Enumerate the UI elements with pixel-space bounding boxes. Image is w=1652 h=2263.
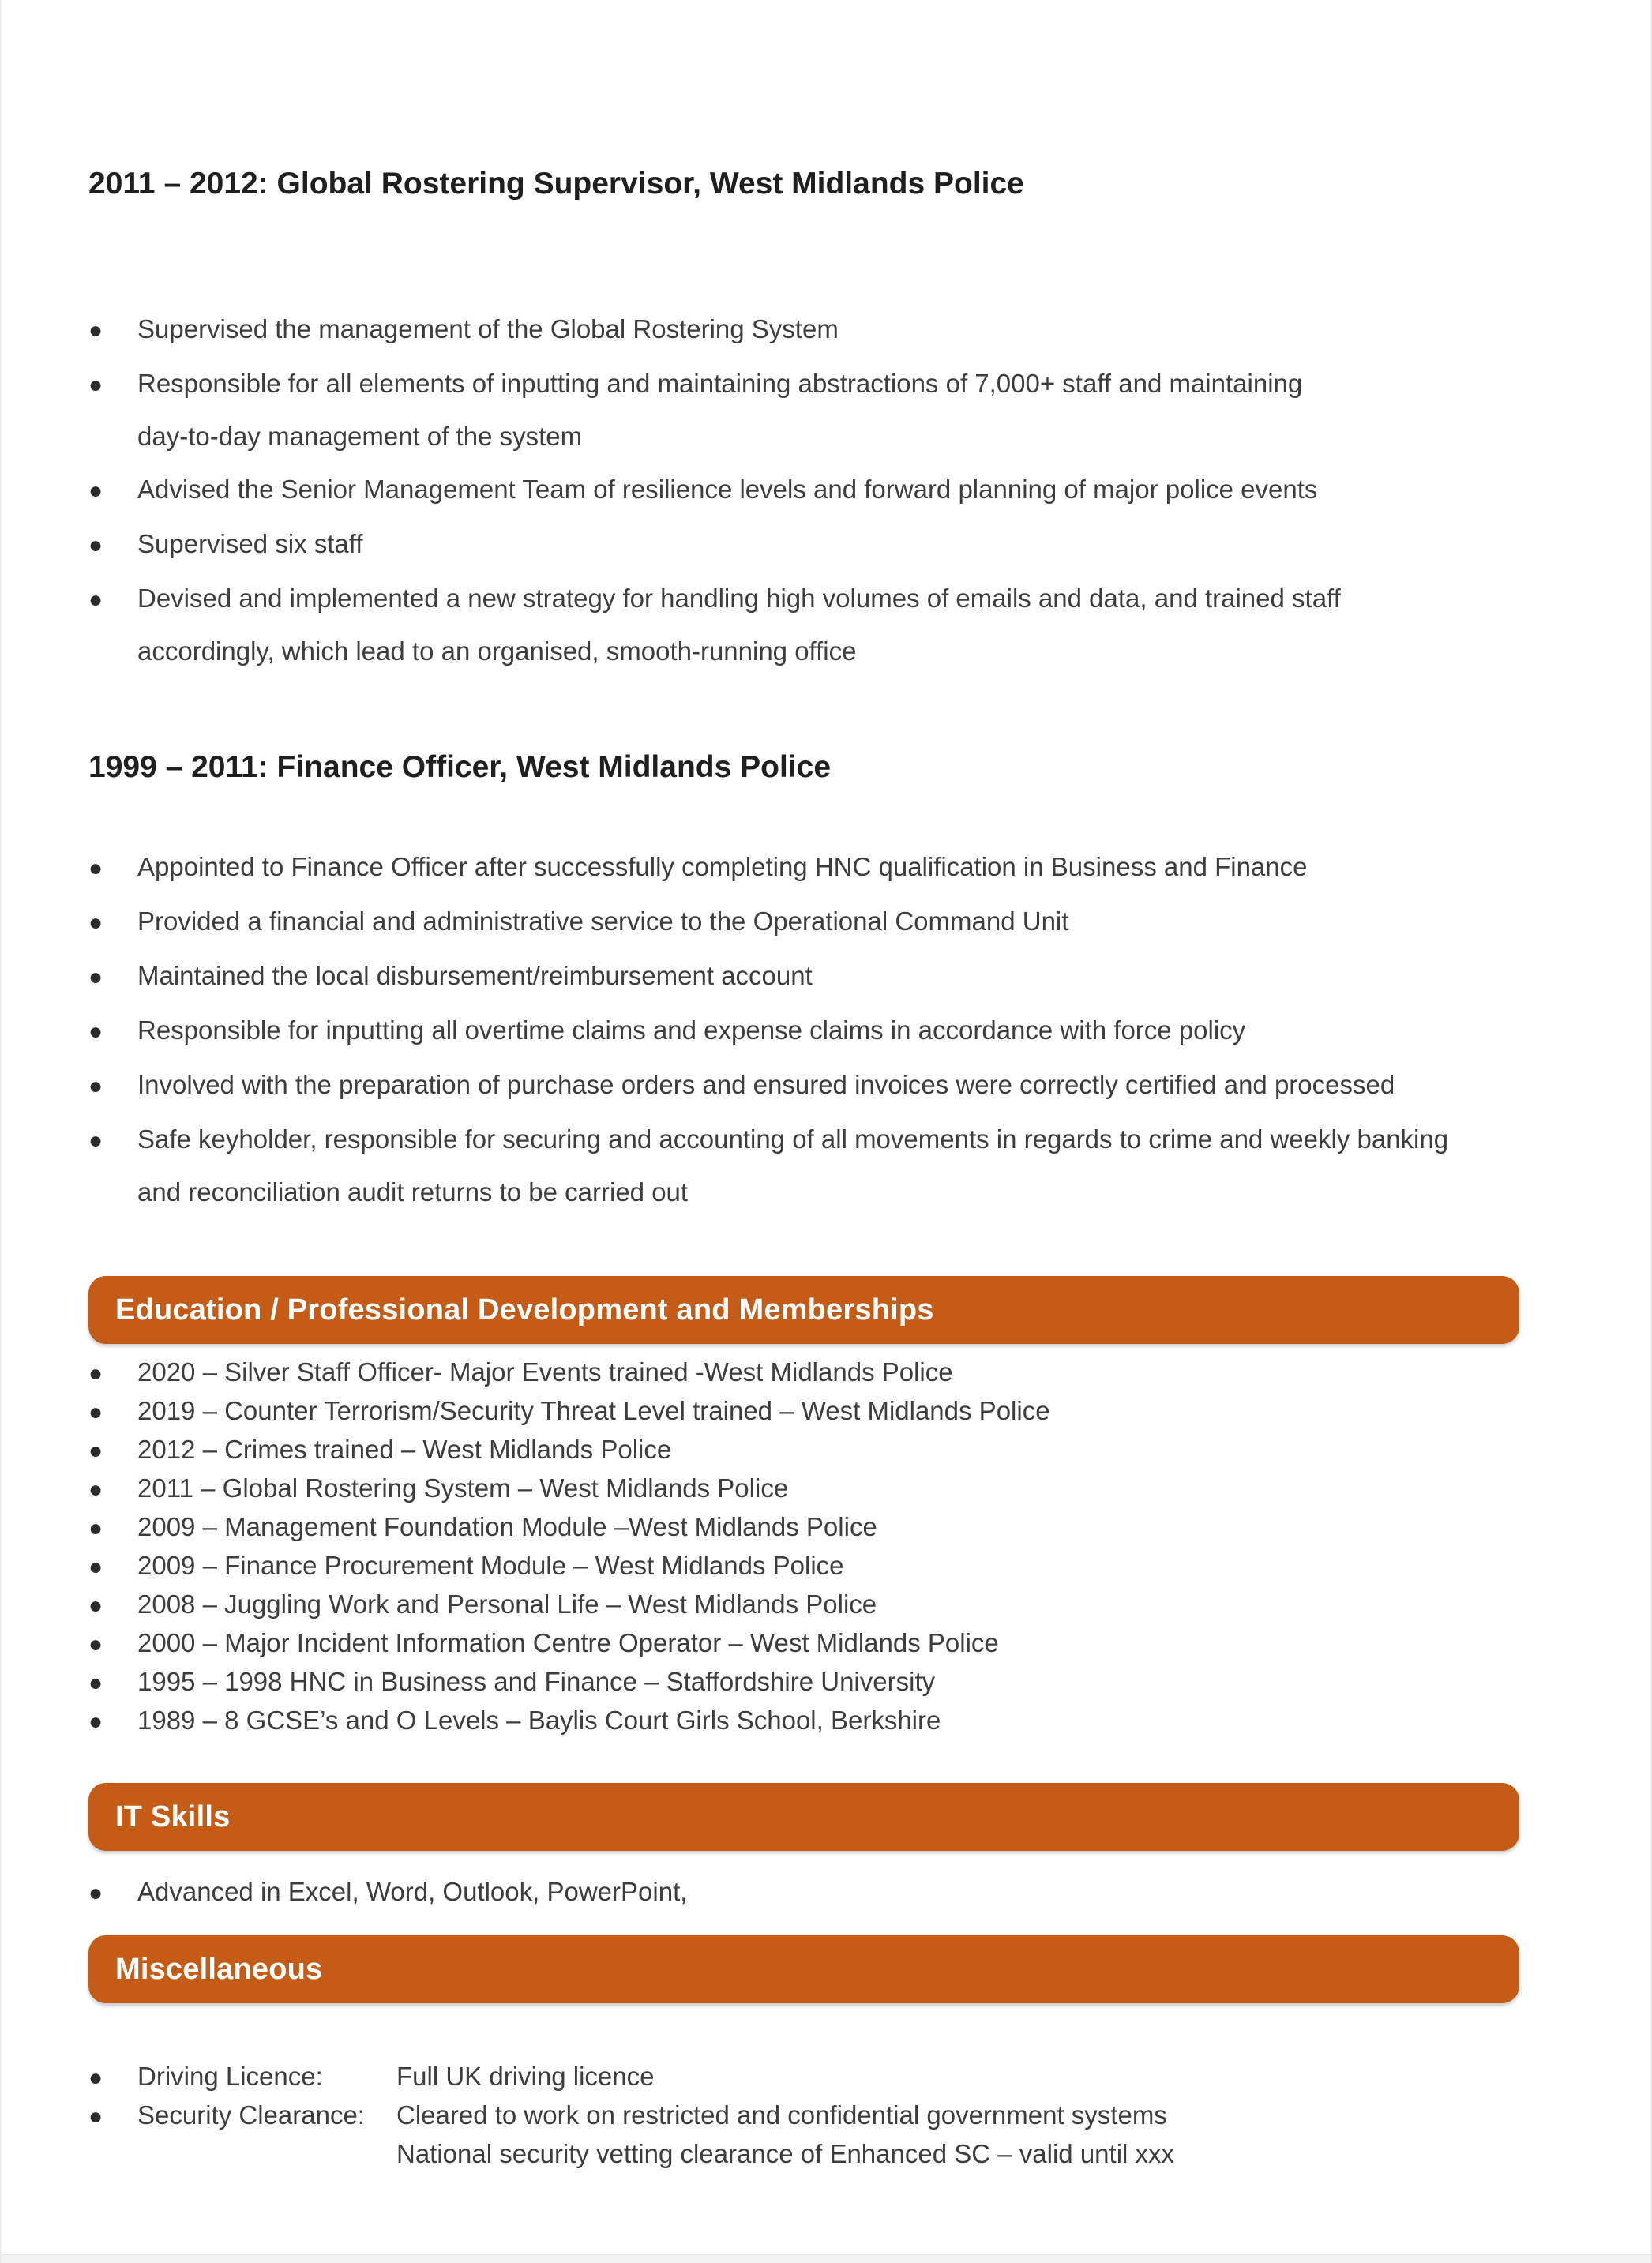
- bullet-item: [88, 302, 1548, 357]
- list-item: [88, 1702, 1548, 1740]
- bullet-icon: ●: [88, 1128, 103, 1154]
- bullet-icon: ●: [88, 2065, 103, 2091]
- list-item-text: 2009 – Management Foundation Module –West Midlands Police: [137, 1512, 877, 1541]
- bullet-line: Involved with the preparation of purchase orders and ensured invoices were correctly certified and processed: [137, 1070, 1395, 1099]
- bullet-icon: ●: [88, 478, 103, 504]
- it-skills-list: [88, 1873, 1548, 1912]
- bullet-line: Responsible for inputting all overtime claims and expense claims in accordance with force policy: [137, 1015, 1246, 1045]
- page-bottom-edge: [2, 2254, 1650, 2263]
- bullet-icon: ●: [88, 1073, 103, 1099]
- list-item-text: 2019 – Counter Terrorism/Security Threat Level trained – West Midlands Police: [137, 1396, 1050, 1425]
- bullet-line: Responsible for all elements of inputting and maintaining abstractions of 7,000+ staff and maintaining: [137, 369, 1303, 398]
- bullet-icon: ●: [88, 1709, 103, 1735]
- misc-label: Security Clearance:: [137, 2100, 365, 2130]
- bullet-line: Supervised six staff: [137, 529, 363, 558]
- bullet-icon: ●: [88, 1438, 103, 1464]
- job-heading-2011-2012: 2011 – 2012: Global Rostering Supervisor, West Midlands Police: [88, 167, 1024, 201]
- bullet-item: [88, 895, 1548, 949]
- list-item-text: 2008 – Juggling Work and Personal Life – West Midlands Police: [137, 1589, 877, 1619]
- list-item: [88, 1392, 1548, 1431]
- bullet-icon: ●: [88, 855, 103, 881]
- list-item-text: 2011 – Global Rostering System – West Midlands Police: [137, 1473, 789, 1503]
- miscellaneous-list: [88, 2058, 1548, 2172]
- bullet-item: [88, 840, 1548, 895]
- bullet-icon: ●: [88, 1399, 103, 1425]
- bullet-line: Supervised the management of the Global Rostering System: [137, 314, 839, 343]
- list-item-text: 1995 – 1998 HNC in Business and Finance – Staffordshire University: [137, 1667, 936, 1696]
- bullet-line: day-to-day management of the system: [137, 422, 583, 451]
- bullet-icon: ●: [88, 317, 103, 343]
- bullet-icon: ●: [88, 372, 103, 398]
- list-item: [88, 1469, 1548, 1508]
- bullet-line: accordingly, which lead to an organised, smooth-running office: [137, 636, 857, 666]
- it-skills-section-banner: [88, 1783, 1519, 1851]
- bullet-item: [88, 517, 1548, 572]
- it-skills-banner-title: IT Skills: [115, 1800, 231, 1833]
- bullet-icon: ●: [88, 910, 103, 936]
- list-item-text: 2000 – Major Incident Information Centre Operator – West Midlands Police: [137, 1628, 999, 1657]
- list-item: [88, 1873, 1548, 1912]
- misc-label: Driving Licence:: [137, 2062, 323, 2091]
- bullet-line: Provided a financial and administrative service to the Operational Command Unit: [137, 906, 1069, 936]
- misc-value-continuation: National security vetting clearance of Enhanced SC – valid until xxx: [396, 2139, 1175, 2168]
- bullet-item: [88, 1113, 1548, 1218]
- list-item: [88, 1431, 1548, 1469]
- bullet-line: and reconciliation audit returns to be carried out: [137, 1177, 689, 1207]
- bullet-icon: ●: [88, 1880, 103, 1906]
- list-item: [88, 1586, 1548, 1624]
- bullet-icon: ●: [88, 1554, 103, 1580]
- bullet-line: Advised the Senior Management Team of resilience levels and forward planning of major police events: [137, 475, 1318, 504]
- job-heading-1999-2011: 1999 – 2011: Finance Officer, West Midlands Police: [88, 750, 832, 784]
- list-item: [88, 1547, 1548, 1586]
- misc-value: Full UK driving licence: [396, 2062, 655, 2091]
- list-item: [88, 1624, 1548, 1663]
- bullet-item: [88, 357, 1548, 463]
- bullet-icon: ●: [88, 1670, 103, 1696]
- bullet-icon: ●: [88, 1515, 103, 1541]
- bullet-line: Safe keyholder, responsible for securing and accounting of all movements in regards to crime and weekly banking: [137, 1124, 1449, 1154]
- bullet-icon: ●: [88, 587, 103, 613]
- bullet-icon: ●: [88, 2104, 103, 2130]
- page-content: [2, 166, 1650, 2172]
- bullet-icon: ●: [88, 1631, 103, 1657]
- education-list: [88, 1353, 1548, 1740]
- bullet-line: Appointed to Finance Officer after successfully completing HNC qualification in Business and Finance: [137, 852, 1308, 881]
- bullet-icon: ●: [88, 1593, 103, 1619]
- list-item-text: 2012 – Crimes trained – West Midlands Police: [137, 1435, 672, 1464]
- education-banner-title: Education / Professional Development and Memberships: [115, 1293, 934, 1327]
- bullet-line: Maintained the local disbursement/reimbursement account: [137, 961, 813, 990]
- bullet-item: [88, 949, 1548, 1004]
- bullet-icon: ●: [88, 1360, 103, 1387]
- list-item-text: 1989 – 8 GCSE’s and O Levels – Baylis Court Girls School, Berkshire: [137, 1706, 941, 1735]
- bullet-icon: ●: [88, 1019, 103, 1045]
- misc-row-driving-licence: [88, 2058, 1548, 2096]
- miscellaneous-section-banner: [88, 1935, 1519, 2003]
- education-section-banner: [88, 1276, 1519, 1344]
- bullet-item: [88, 572, 1548, 677]
- list-item: [88, 1508, 1548, 1547]
- bullet-item: [88, 1058, 1548, 1113]
- bullet-icon: ●: [88, 532, 103, 558]
- misc-value: Cleared to work on restricted and confidential government systems: [396, 2100, 1167, 2130]
- bullet-item: [88, 1004, 1548, 1058]
- job-bullet-list-2: [88, 840, 1548, 1218]
- list-item-text: 2020 – Silver Staff Officer- Major Events trained -West Midlands Police: [137, 1357, 953, 1387]
- miscellaneous-banner-title: Miscellaneous: [115, 1952, 323, 1986]
- list-item-text: Advanced in Excel, Word, Outlook, PowerPoint,: [137, 1877, 688, 1906]
- bullet-line: Devised and implemented a new strategy for handling high volumes of emails and data, and trained staff: [137, 584, 1341, 613]
- job-bullet-list-1: [88, 302, 1548, 677]
- bullet-icon: ●: [88, 964, 103, 990]
- list-item-text: 2009 – Finance Procurement Module – West Midlands Police: [137, 1551, 844, 1580]
- misc-row-security-clearance: [88, 2096, 1548, 2135]
- list-item: [88, 1663, 1548, 1702]
- bullet-item: [88, 463, 1548, 517]
- misc-row-continuation: [88, 2135, 1548, 2172]
- bullet-icon: ●: [88, 1477, 103, 1503]
- list-item: [88, 1353, 1548, 1392]
